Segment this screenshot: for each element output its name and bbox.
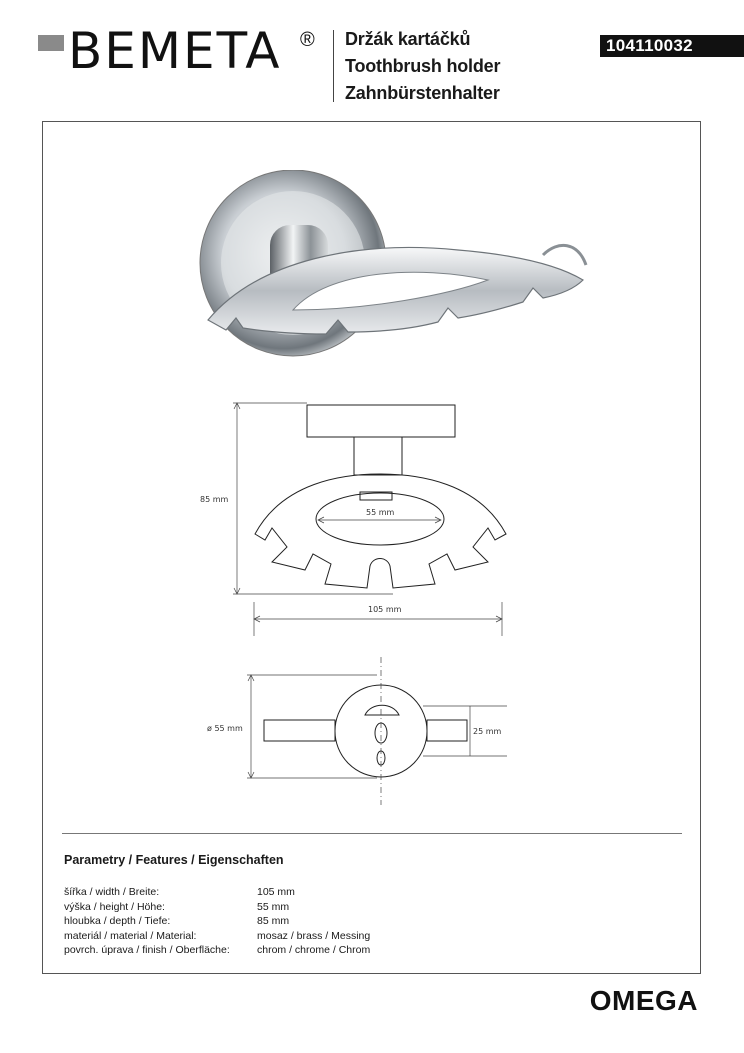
title-en: Toothbrush holder — [345, 56, 501, 76]
registered-mark: ® — [300, 29, 315, 51]
product-sheet-frame — [42, 121, 701, 974]
feature-row — [64, 914, 664, 929]
product-code: 104110032 — [600, 35, 744, 57]
dim-diameter-label: ø 55 mm — [207, 724, 243, 733]
dim-cup-label: 55 mm — [366, 508, 395, 517]
title-de: Zahnbürstenhalter — [345, 83, 500, 103]
feature-label: šířka / width / Breite: — [64, 886, 160, 898]
dim-height-label: 85 mm — [200, 495, 229, 504]
logo-mark — [38, 35, 64, 51]
section-divider — [62, 833, 682, 834]
brand-name: BEMETA — [68, 22, 282, 80]
feature-row — [64, 900, 664, 915]
feature-label: materiál / material / Material: — [64, 929, 197, 942]
feature-label: hloubka / depth / Tiefe: — [64, 915, 171, 927]
dim-rod-label: 25 mm — [473, 727, 502, 736]
features-heading: Parametry / Features / Eigenschaften — [64, 853, 284, 867]
feature-value: 85 mm — [257, 915, 290, 927]
brand-logo — [38, 22, 328, 80]
feature-row — [64, 929, 664, 944]
feature-label: výška / height / Höhe: — [64, 900, 165, 913]
title-cz: Držák kartáčků — [345, 29, 471, 49]
series-name: OMEGA — [589, 985, 698, 1016]
feature-value: 55 mm — [257, 900, 290, 913]
feature-value: 105 mm — [257, 886, 295, 898]
dim-width-label: 105 mm — [368, 605, 402, 614]
header-divider — [333, 30, 334, 102]
product-titles — [345, 26, 500, 107]
features-section — [64, 853, 664, 958]
feature-label: povrch. úprava / finish / Oberfläche: — [64, 944, 230, 956]
technical-drawing — [43, 122, 702, 832]
feature-value: chrom / chrome / Chrom — [257, 944, 371, 956]
feature-row — [64, 885, 664, 900]
feature-row — [64, 943, 664, 958]
feature-value: mosaz / brass / Messing — [257, 929, 371, 942]
